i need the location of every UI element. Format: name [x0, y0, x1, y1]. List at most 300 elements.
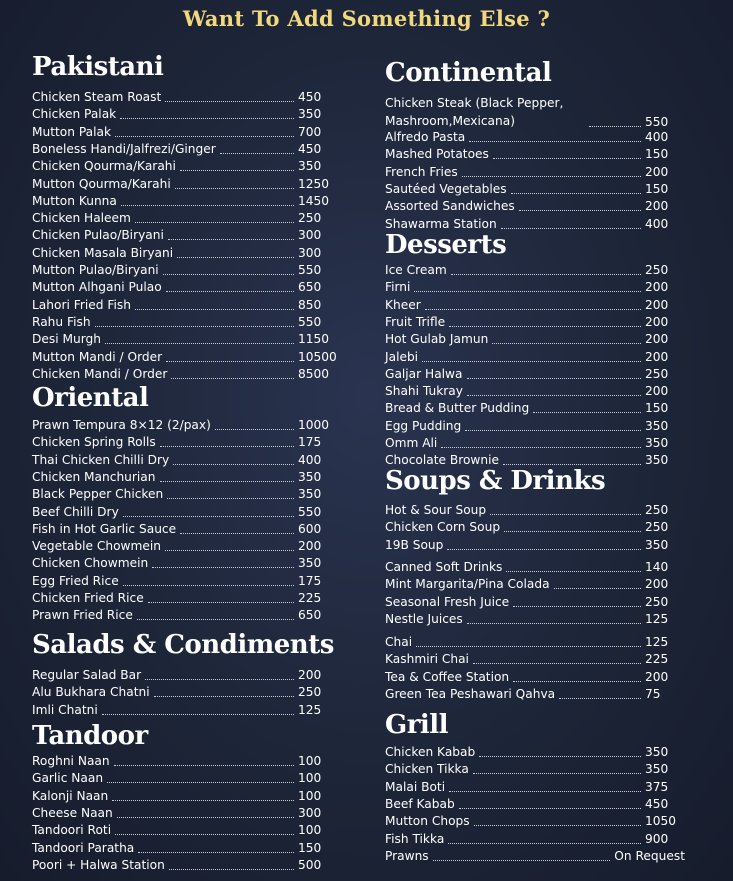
menu-item-name: Kheer	[385, 297, 421, 312]
menu-item	[32, 177, 338, 192]
menu-item-name: Chocolate Brownie	[385, 453, 499, 468]
menu-item-name: Chicken Qourma/Karahi	[32, 159, 176, 174]
menu-item	[385, 595, 685, 610]
menu-item-name: Fruit Trifle	[385, 314, 446, 329]
menu-item	[385, 419, 685, 434]
menu-item-name: Kalonji Naan	[32, 788, 109, 803]
leader-dots	[447, 549, 641, 550]
menu-item-name: Ice Cream	[385, 263, 447, 277]
menu-item-name: Garlic Naan	[32, 771, 104, 786]
menu-item-price: 10500	[298, 349, 337, 364]
menu-item-name: Chicken Masala Biryani	[32, 245, 174, 260]
menu-item	[385, 670, 685, 685]
leader-dots	[215, 429, 294, 430]
menu-item-price: 350	[645, 453, 669, 468]
menu-item-name: Chicken Chowmein	[32, 556, 149, 571]
leader-dots	[138, 852, 294, 853]
menu-item-price: 600	[298, 521, 322, 536]
leader-dots	[416, 646, 641, 647]
leader-dots	[462, 176, 641, 177]
menu-item-name: Prawns	[385, 848, 429, 863]
leader-dots	[479, 756, 641, 757]
leader-dots	[493, 158, 641, 159]
menu-item-price: 500	[298, 857, 322, 872]
leader-dots	[166, 361, 294, 362]
menu-item-name: Chicken Kabab	[385, 745, 476, 759]
menu-item-name: Shahi Tukray	[385, 384, 463, 399]
menu-item-name: Kashmiri Chai	[385, 652, 469, 667]
menu-item	[32, 350, 338, 365]
menu-item	[32, 90, 338, 105]
leader-dots	[165, 550, 294, 551]
menu-item-name: Prawn Tempura 8×12 (2/pax)	[32, 418, 211, 432]
leader-dots	[180, 170, 294, 171]
menu-item-name: Fish in Hot Garlic Sauce	[32, 521, 177, 536]
leader-dots	[163, 274, 294, 275]
menu-item-price: 200	[645, 280, 669, 295]
menu-item	[32, 142, 338, 157]
section-title-salads-condiments: Salads & Condiments	[32, 630, 334, 660]
leader-dots	[123, 585, 294, 586]
leader-dots	[115, 136, 294, 137]
menu-item-price: 100	[298, 754, 322, 768]
menu-item	[385, 94, 685, 130]
menu-item-name: Firni	[385, 280, 411, 295]
section-title-tandoor: Tandoor	[32, 721, 148, 751]
leader-dots	[160, 481, 295, 482]
leader-dots	[169, 869, 294, 870]
menu-item-price: 100	[298, 771, 322, 786]
menu-item	[385, 849, 685, 864]
leader-dots	[467, 378, 642, 379]
menu-item-price: 225	[645, 652, 669, 667]
menu-item-price: 250	[645, 366, 669, 381]
menu-item-price: 200	[645, 669, 669, 684]
menu-item	[385, 147, 685, 162]
menu-item-name: Regular Salad Bar	[32, 668, 142, 682]
menu-item-name: Nestle Juices	[385, 611, 463, 626]
leader-dots	[451, 274, 641, 275]
menu-item-name: Mutton Alhgani Pulao	[32, 280, 162, 295]
menu-item-name: Rahu Fish	[32, 314, 91, 329]
menu-item-name: Poori + Halwa Station	[32, 857, 165, 872]
menu-item-price: 200	[645, 577, 669, 592]
menu-item-name: Chicken Pulao/Biryani	[32, 228, 164, 243]
menu-item-name: Hot Gulab Jamun	[385, 332, 489, 347]
menu-item-name: Boneless Handi/Jalfrezi/Ginger	[32, 141, 216, 156]
menu-item-price: 200	[298, 539, 322, 554]
menu-item-name: Chai	[385, 635, 413, 650]
menu-item	[32, 470, 338, 485]
menu-item-price: 350	[298, 487, 322, 502]
leader-dots	[506, 571, 641, 572]
menu-item	[32, 522, 338, 537]
menu-item	[385, 814, 685, 829]
menu-item	[32, 608, 338, 623]
menu-item-price: 300	[298, 228, 322, 243]
menu-item-name: Mutton Pulao/Biryani	[32, 263, 159, 277]
menu-item	[32, 668, 338, 683]
section-title-oriental: Oriental	[32, 383, 149, 413]
menu-item	[385, 635, 685, 650]
menu-item-name: Thai Chicken Chilli Dry	[32, 452, 170, 467]
menu-item-name: Mashed Potatoes	[385, 147, 489, 162]
menu-item	[385, 560, 685, 575]
menu-item-name: Chicken Tikka	[385, 762, 469, 777]
menu-item-price: 125	[645, 611, 669, 626]
menu-item	[385, 832, 685, 847]
menu-item-price: 200	[645, 332, 669, 347]
menu-item-price: 225	[298, 591, 322, 605]
leader-dots	[490, 514, 641, 515]
menu-item-price: 650	[298, 280, 322, 295]
leader-dots	[513, 606, 641, 607]
menu-item	[32, 263, 338, 278]
menu-item-name: Hot & Sour Soup	[385, 503, 487, 517]
leader-dots	[474, 825, 641, 826]
menu-item-price: 250	[298, 685, 322, 700]
menu-item	[385, 332, 685, 347]
menu-item-name: Lahori Fried Fish	[32, 297, 131, 312]
menu-item	[385, 165, 685, 180]
leader-dots	[107, 782, 294, 783]
leader-dots	[467, 623, 641, 624]
menu-item-name: Alfredo Pasta	[385, 130, 466, 144]
menu-item-name: Chicken Spring Rolls	[32, 435, 156, 450]
section-title-pakistani: Pakistani	[32, 52, 164, 82]
section-title-continental: Continental	[385, 58, 552, 88]
menu-item	[385, 797, 685, 812]
leader-dots	[154, 696, 294, 697]
menu-item-price: 100	[298, 823, 322, 838]
menu-item	[385, 384, 685, 399]
menu-item-price: 300	[298, 245, 322, 260]
leader-dots	[160, 446, 294, 447]
menu-item-name: Tandoori Paratha	[32, 840, 135, 855]
menu-item-price: 450	[298, 90, 322, 104]
leader-dots	[180, 533, 294, 534]
menu-item-name: Chicken Corn Soup	[385, 520, 501, 535]
menu-item-price: 140	[645, 559, 669, 574]
menu-item	[385, 401, 685, 416]
menu-item	[32, 435, 338, 450]
leader-dots	[112, 800, 294, 801]
menu-item-name: Chicken Manchurian	[32, 469, 156, 484]
leader-dots	[105, 343, 294, 344]
leader-dots	[135, 309, 294, 310]
leader-dots	[135, 222, 294, 223]
section-title-grill: Grill	[385, 710, 449, 740]
leader-dots	[511, 193, 641, 194]
leader-dots	[152, 567, 294, 568]
leader-dots	[168, 239, 294, 240]
menu-item-price: 150	[298, 840, 322, 855]
leader-dots	[414, 291, 641, 292]
leader-dots	[220, 153, 294, 154]
menu-item-name: Egg Fried Rice	[32, 573, 119, 588]
menu-item	[385, 199, 685, 214]
leader-dots	[95, 326, 294, 327]
menu-item-price: 150	[645, 401, 669, 416]
menu-item	[385, 367, 685, 382]
leader-dots	[175, 188, 294, 189]
leader-dots	[120, 118, 294, 119]
menu-item	[385, 612, 685, 627]
menu-item	[32, 367, 338, 382]
menu-item-price: 1000	[298, 418, 330, 432]
menu-item-name: Sautéed Vegetables	[385, 181, 507, 196]
menu-item-price: 350	[645, 418, 669, 433]
menu-item	[32, 591, 338, 606]
menu-item-price: 350	[645, 537, 669, 552]
leader-dots	[467, 395, 641, 396]
leader-dots	[448, 843, 641, 844]
menu-item	[385, 503, 685, 518]
leader-dots	[533, 412, 641, 413]
menu-item-price: 550	[298, 504, 322, 519]
menu-item-price: 175	[298, 573, 322, 588]
menu-item-price: 100	[298, 788, 322, 803]
menu-item-price: 350	[645, 745, 669, 759]
menu-item-price: 550	[298, 263, 322, 277]
leader-dots	[177, 257, 294, 258]
menu-item-price: 250	[645, 263, 669, 277]
leader-dots	[469, 141, 641, 142]
menu-item-price: 250	[645, 520, 669, 535]
leader-dots	[167, 498, 294, 499]
menu-item-price: 1050	[645, 814, 677, 829]
leader-dots	[115, 834, 294, 835]
menu-item	[32, 789, 338, 804]
menu-item-price: 350	[298, 469, 322, 484]
menu-item-price: 250	[645, 503, 669, 517]
leader-dots	[117, 817, 294, 818]
menu-item	[385, 687, 685, 702]
menu-item-name: Black Pepper Chicken	[32, 487, 164, 502]
menu-item-price: 200	[298, 668, 322, 682]
menu-item	[32, 771, 338, 786]
menu-item-price: 8500	[298, 366, 330, 381]
leader-dots	[513, 681, 641, 682]
menu-item-price: 350	[298, 107, 322, 122]
menu-item-name: Roghni Naan	[32, 754, 110, 768]
menu-item-name: Green Tea Peshawari Qahva	[385, 687, 556, 701]
menu-item	[385, 762, 685, 777]
menu-item	[32, 823, 338, 838]
menu-item-name: Chicken Steak (Black Pepper, Mashroom,Mexicana)	[385, 96, 564, 128]
menu-item-price: 200	[645, 384, 669, 399]
menu-item-name: Mutton Kunna	[32, 193, 117, 208]
menu-item	[385, 130, 685, 145]
menu-item-price: 1150	[298, 332, 330, 347]
leader-dots	[433, 860, 611, 861]
menu-item	[32, 574, 338, 589]
menu-item-price: 150	[645, 181, 669, 196]
menu-item	[385, 577, 685, 592]
leader-dots	[449, 791, 641, 792]
menu-item	[385, 182, 685, 197]
menu-item	[32, 487, 338, 502]
menu-item-name: Cheese Naan	[32, 805, 113, 820]
leader-dots	[148, 602, 294, 603]
menu-item	[32, 806, 338, 821]
menu-item-price: 350	[645, 762, 669, 777]
menu-item-name: Alu Bukhara Chatni	[32, 685, 150, 700]
menu-item	[385, 538, 685, 553]
menu-item	[32, 211, 338, 226]
leader-dots	[425, 309, 641, 310]
leader-dots	[137, 619, 294, 620]
menu-item-price: 250	[298, 211, 322, 226]
menu-item-price: 400	[645, 216, 669, 231]
menu-item-price: On Request	[614, 848, 685, 863]
menu-item-name: Imli Chatni	[32, 702, 98, 717]
menu-item-price: 175	[298, 435, 322, 450]
leader-dots	[473, 773, 641, 774]
menu-item	[385, 652, 685, 667]
leader-dots	[504, 531, 641, 532]
menu-item	[32, 228, 338, 243]
menu-item	[32, 754, 338, 769]
menu-item	[385, 745, 685, 760]
menu-item-price: 200	[645, 164, 669, 179]
menu-item-name: Desi Murgh	[32, 332, 101, 347]
menu-item-name: Galjar Halwa	[385, 366, 463, 381]
menu-item-price: 400	[645, 130, 669, 144]
menu-item-price: 550	[645, 115, 669, 129]
leader-dots	[519, 210, 641, 211]
menu-item-name: Chicken Steam Roast	[32, 90, 162, 104]
menu-item-name: Mutton Palak	[32, 124, 112, 139]
menu-item-price: 125	[645, 635, 669, 650]
menu-item-name: Tea & Coffee Station	[385, 669, 510, 684]
menu-item-price: 450	[645, 796, 669, 811]
menu-item-name: Malai Boti	[385, 779, 446, 794]
menu-item-name: Fish Tikka	[385, 831, 445, 846]
leader-dots	[121, 205, 294, 206]
menu-item-price: 75	[645, 687, 661, 701]
menu-item-name: Omm Ali	[385, 436, 438, 450]
menu-item	[385, 263, 685, 278]
menu-item-price: 200	[645, 199, 669, 214]
menu-item-name: Jalebi	[385, 349, 419, 364]
menu-item-name: Tandoori Roti	[32, 823, 112, 838]
menu-item-price: 375	[645, 779, 669, 794]
menu-item-price: 1450	[298, 193, 330, 208]
menu-item-name: Seasonal Fresh Juice	[385, 594, 510, 609]
menu-item	[32, 107, 338, 122]
leader-dots	[559, 698, 641, 699]
section-title-soups-drinks: Soups & Drinks	[385, 466, 606, 496]
menu-item-price: 200	[645, 297, 669, 312]
menu-item	[32, 685, 338, 700]
section-title-desserts: Desserts	[385, 230, 507, 260]
menu-item	[32, 703, 338, 718]
menu-item-name: Chicken Fried Rice	[32, 591, 144, 605]
leader-dots	[171, 378, 294, 379]
leader-dots	[589, 126, 641, 127]
menu-item-price: 700	[298, 124, 322, 139]
menu-item	[32, 841, 338, 856]
menu-item	[32, 246, 338, 261]
menu-item	[385, 436, 685, 451]
leader-dots	[422, 361, 641, 362]
menu-item	[32, 505, 338, 520]
menu-item-price: 450	[298, 141, 322, 156]
menu-item-name: Canned Soft Drinks	[385, 559, 503, 574]
menu-item-price: 300	[298, 805, 322, 820]
menu-item-price: 400	[298, 452, 322, 467]
menu-item-price: 250	[645, 594, 669, 609]
menu-item-price: 150	[645, 147, 669, 162]
leader-dots	[165, 101, 294, 102]
menu-item-price: 200	[645, 314, 669, 329]
menu-item	[32, 194, 338, 209]
leader-dots	[441, 447, 641, 448]
menu-item-name: Mutton Mandi / Order	[32, 349, 163, 364]
leader-dots	[465, 430, 641, 431]
leader-dots	[501, 228, 641, 229]
menu-item-name: 19B Soup	[385, 537, 444, 552]
menu-item-name: Beef Chilli Dry	[32, 504, 119, 519]
menu-item-price: 125	[298, 702, 322, 717]
menu-item-name: Prawn Fried Rice	[32, 608, 133, 623]
leader-dots	[102, 714, 294, 715]
menu-item	[32, 125, 338, 140]
menu-item	[385, 780, 685, 795]
menu-item	[385, 280, 685, 295]
menu-item-name: Chicken Palak	[32, 107, 117, 122]
menu-item-price: 850	[298, 297, 322, 312]
leader-dots	[173, 464, 294, 465]
menu-item	[32, 280, 338, 295]
menu-item	[32, 539, 338, 554]
menu-item-name: French Fries	[385, 164, 458, 179]
leader-dots	[145, 679, 294, 680]
menu-item	[32, 315, 338, 330]
menu-item-price: 900	[645, 831, 669, 846]
menu-item	[385, 350, 685, 365]
leader-dots	[166, 291, 294, 292]
menu-item	[32, 556, 338, 571]
leader-dots	[459, 808, 641, 809]
menu-item-name: Bread & Butter Pudding	[385, 401, 530, 416]
menu-item-name: Chicken Haleem	[32, 211, 131, 226]
leader-dots	[114, 765, 294, 766]
leader-dots	[473, 663, 641, 664]
menu-item-name: Beef Kabab	[385, 796, 455, 811]
leader-dots	[492, 343, 641, 344]
menu-item-price: 650	[298, 608, 322, 623]
menu-item	[32, 418, 338, 433]
menu-item-name: Assorted Sandwiches	[385, 199, 515, 214]
menu-item-price: 350	[645, 436, 669, 450]
menu-item	[32, 453, 338, 468]
menu-item-price: 550	[298, 314, 322, 329]
menu-item-price: 1250	[298, 176, 330, 191]
leader-dots	[449, 326, 641, 327]
menu-item	[32, 332, 338, 347]
menu-item-name: Egg Pudding	[385, 418, 462, 433]
leader-dots	[554, 588, 641, 589]
menu-item	[385, 298, 685, 313]
leader-dots	[123, 516, 294, 517]
menu-item-name: Vegetable Chowmein	[32, 539, 162, 554]
menu-item-price: 350	[298, 556, 322, 571]
menu-item-name: Mutton Chops	[385, 814, 470, 829]
menu-item-name: Shawarma Station	[385, 216, 497, 231]
menu-item-price: 350	[298, 159, 322, 174]
